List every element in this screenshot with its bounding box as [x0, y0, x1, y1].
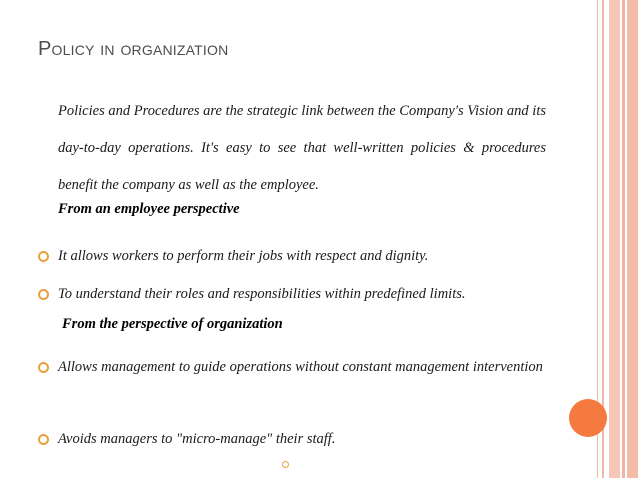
decorative-stripe	[627, 0, 638, 478]
accent-circle	[569, 399, 607, 437]
decorative-stripe	[622, 0, 625, 478]
bullet-text: Allows management to guide operations without constant management intervention	[58, 359, 543, 375]
bullet-text: Avoids managers to "micro-manage" their staff.	[58, 431, 336, 447]
section-heading-employee: From an employee perspective	[58, 201, 240, 217]
bullet-text: To understand their roles and responsibilities within predefined limits.	[58, 286, 466, 302]
intro-paragraph: Policies and Procedures are the strategic link between the Company's Vision and its day-to-day operations. It's easy to see that well-written policies & procedures benefit the company as well as the employee.	[58, 103, 546, 193]
footer-circle-icon	[282, 461, 289, 468]
section-heading-organization: From the perspective of organization	[62, 316, 283, 332]
bullet-text: It allows workers to perform their jobs with respect and dignity.	[58, 248, 429, 264]
bullet-circle-icon	[38, 289, 49, 300]
bullet-circle-icon	[38, 434, 49, 445]
bullet-circle-icon	[38, 362, 49, 373]
bullet-circle-icon	[38, 251, 49, 262]
decorative-stripe	[609, 0, 620, 478]
slide-title: Policy in organization	[38, 38, 229, 60]
